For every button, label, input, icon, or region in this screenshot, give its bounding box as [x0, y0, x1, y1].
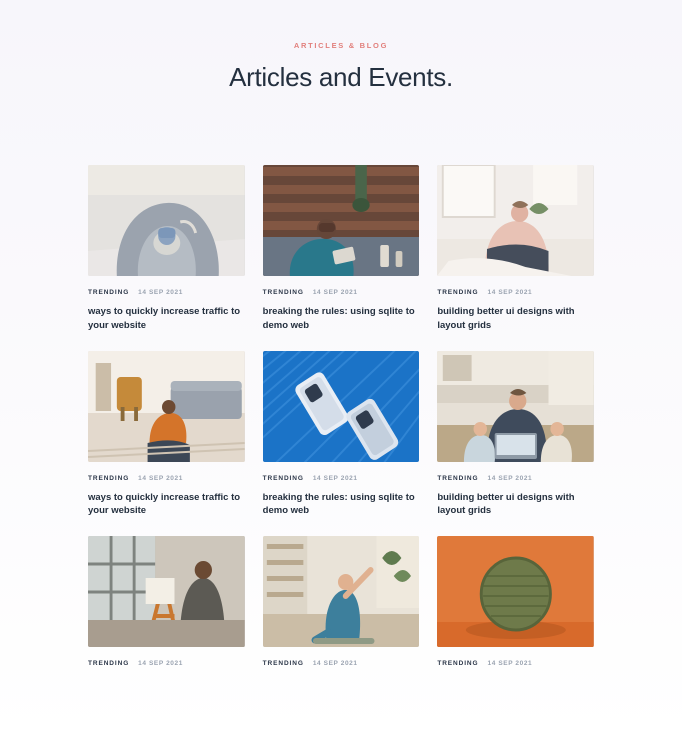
article-title[interactable]: breaking the rules: using sqlite to demo web [262, 306, 415, 331]
article-date: 14 SEP 2021 [487, 474, 533, 482]
article-thumbnail[interactable] [88, 536, 245, 647]
list-item[interactable] [437, 351, 594, 519]
list-item[interactable] [88, 536, 245, 676]
article-thumbnail[interactable] [437, 165, 594, 276]
status-badge: TRENDING [262, 289, 304, 296]
articles-grid [88, 165, 594, 676]
list-item[interactable] [263, 351, 420, 519]
list-item[interactable] [88, 165, 245, 333]
article-title[interactable]: breaking the rules: using sqlite to demo web [262, 491, 415, 517]
article-title[interactable]: building better ui designs with layout grids [437, 306, 575, 331]
article-date: 14 SEP 2021 [138, 660, 183, 668]
status-badge: TRENDING [88, 289, 130, 296]
article-thumbnail[interactable] [263, 165, 420, 276]
article-meta [88, 660, 245, 667]
page-title: Articles and Events. [229, 62, 453, 92]
list-item[interactable] [263, 165, 420, 333]
list-item[interactable] [437, 165, 594, 333]
article-meta [437, 475, 594, 482]
article-meta [88, 475, 245, 482]
article-date: 14 SEP 2021 [138, 474, 183, 482]
article-thumbnail[interactable] [263, 536, 420, 647]
article-date: 14 SEP 2021 [487, 289, 533, 296]
list-item[interactable] [88, 351, 245, 519]
article-meta [437, 289, 594, 296]
article-meta [88, 289, 245, 296]
articles-page [0, 41, 682, 738]
article-date: 14 SEP 2021 [312, 660, 358, 668]
status-badge: TRENDING [88, 474, 130, 482]
list-item[interactable] [437, 536, 594, 676]
article-date: 14 SEP 2021 [487, 660, 533, 668]
status-badge: TRENDING [437, 660, 479, 668]
article-date: 14 SEP 2021 [138, 289, 183, 296]
section-eyebrow: ARTICLES & BLOG [293, 41, 389, 50]
article-thumbnail[interactable] [437, 351, 594, 462]
article-title[interactable]: ways to quickly increase traffic to your website [88, 491, 241, 517]
status-badge: TRENDING [88, 660, 130, 668]
article-meta [263, 475, 420, 482]
article-thumbnail[interactable] [263, 351, 420, 462]
list-item[interactable] [263, 536, 420, 676]
status-badge: TRENDING [262, 474, 304, 482]
article-date: 14 SEP 2021 [312, 289, 358, 296]
article-thumbnail[interactable] [88, 351, 245, 462]
article-thumbnail[interactable] [437, 536, 594, 647]
article-thumbnail[interactable] [88, 165, 245, 276]
status-badge: TRENDING [262, 660, 304, 668]
status-badge: TRENDING [437, 289, 479, 296]
article-meta [263, 289, 420, 296]
article-meta [437, 660, 594, 667]
article-title[interactable]: building better ui designs with layout grids [437, 491, 575, 517]
article-date: 14 SEP 2021 [312, 474, 358, 482]
article-meta [263, 660, 420, 667]
article-title[interactable]: ways to quickly increase traffic to your website [88, 306, 241, 331]
status-badge: TRENDING [437, 474, 479, 482]
